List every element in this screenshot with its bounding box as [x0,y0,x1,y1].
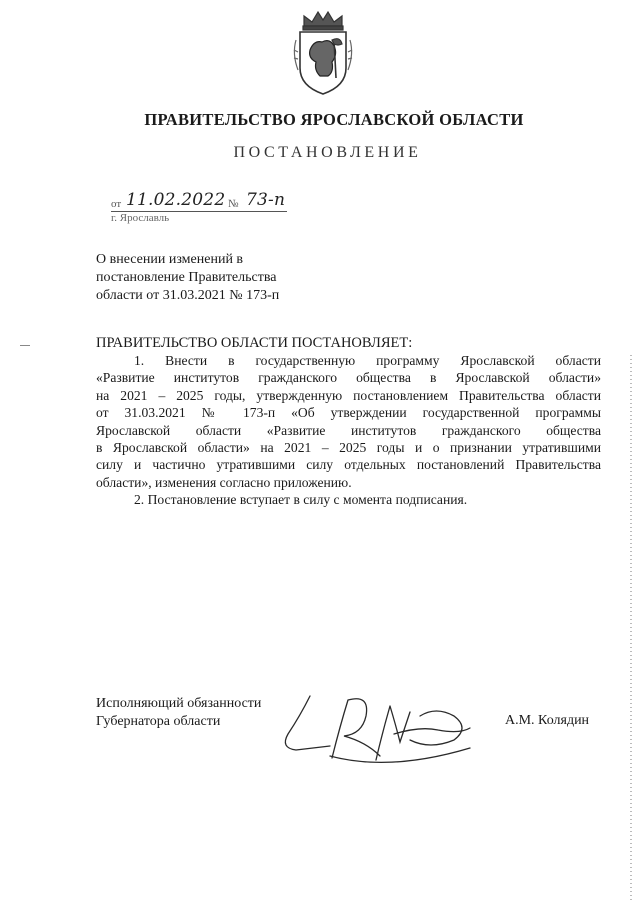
city-label: г. Ярославль [111,212,170,224]
handwritten-signature [270,676,500,786]
margin-mark [20,345,30,346]
decree-item-2: 2. Постановление вступает в силу с момента подписания. [134,492,468,508]
signer-name: А.М. Колядин [505,713,590,728]
decree-heading: ПРАВИТЕЛЬСТВО ОБЛАСТИ ПОСТАНОВЛЯЕТ: [96,335,413,351]
document-subject [96,251,279,305]
signer-position-line: Губернатора области [96,714,221,729]
body-line: области», изменения согласно приложению. [96,474,352,490]
signer-position [96,695,261,731]
body-line: на 2021 – 2025 годы, утвержденную постановлением Правительства области [96,387,601,403]
subject-line: области от 31.03.2021 № 173-п [96,288,280,303]
scan-edge-dots [628,355,634,900]
subject-line: О внесении изменений в [96,252,244,267]
document-type: ПОСТАНОВЛЕНИЕ [233,144,422,161]
document-number: 73-п [246,190,286,210]
date-prefix: от [111,198,122,210]
body-line: 1. Внести в государственную программу Ярославской области [134,353,601,368]
body-line: «Развитие институтов гражданского общества в Ярославской области» [96,370,601,386]
body-line: силу и частично утратившими силу отдельных постановлений Правительства [96,457,601,473]
document-date: 11.02.2022 [126,190,226,210]
coat-of-arms-emblem [290,10,356,96]
number-prefix: № [228,198,239,210]
body-line: Ярославской области «Развитие институтов гражданского общества [96,422,601,438]
body-line: в Ярославской области» на 2021 – 2025 годы и о признании утратившими [96,439,601,455]
decree-body [96,352,601,509]
organization-title: ПРАВИТЕЛЬСТВО ЯРОСЛАВСКОЙ ОБЛАСТИ [144,110,524,129]
body-line: от 31.03.2021 № 173-п «Об утверждении государственной программы [96,405,601,421]
signer-position-line: Исполняющий обязанности [96,696,262,711]
subject-line: постановление Правительства [96,270,277,285]
